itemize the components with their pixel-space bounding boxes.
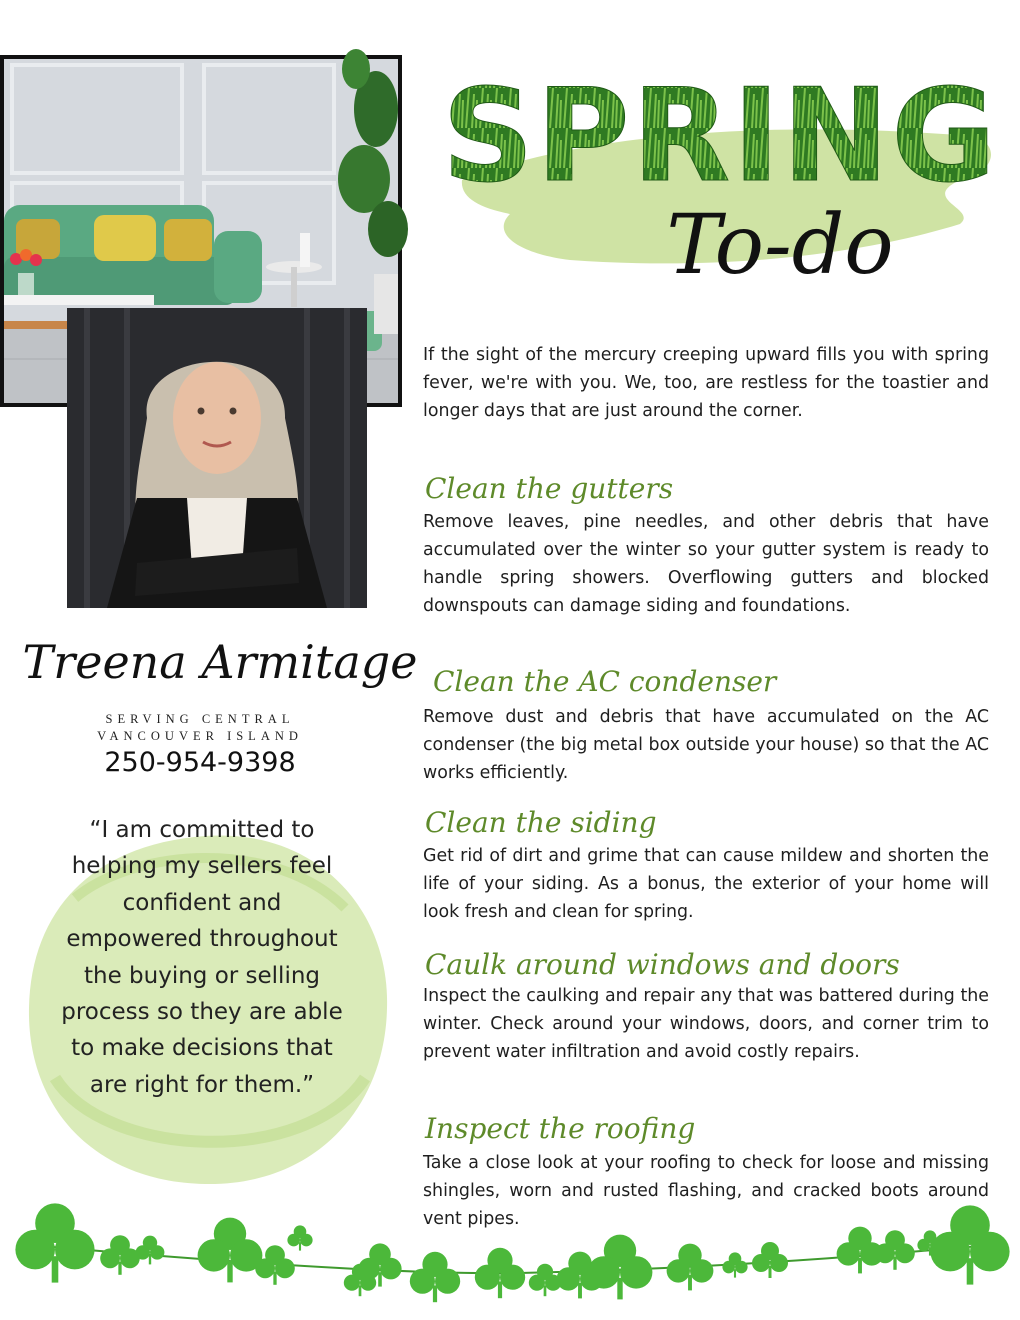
task-heading-caulk bbox=[423, 936, 900, 988]
svg-text:Clean the AC condenser: Clean the AC condenser bbox=[433, 665, 777, 698]
task-heading-gutters bbox=[423, 458, 674, 510]
spring-to-do-title bbox=[441, 48, 1005, 348]
task-heading-ac-condenser bbox=[423, 653, 777, 705]
service-area bbox=[60, 711, 340, 745]
task-heading-roofing bbox=[423, 1100, 696, 1152]
svg-text:Inspect the roofing: Inspect the roofing bbox=[425, 1112, 696, 1145]
agent-quote: “I am committed to helping my sellers feel confident and empowered throughout the buying or selling process so they are able to make decisions that are right for them.” bbox=[61, 817, 343, 1098]
intro-paragraph: If the sight of the mercury creeping upward fills you with spring fever, we're with you. We, too, are restless for the toastier and longer days that are just around the corner. bbox=[423, 345, 989, 421]
task-body-roofing: Take a close look at your roofing to check for loose and missing shingles, worn and rusted flashing, and cracked boots around vent pipes. bbox=[423, 1153, 989, 1229]
title-subtitle: To-do bbox=[666, 198, 894, 293]
service-area-line1: SERVING CENTRAL bbox=[105, 712, 295, 726]
svg-text:Clean the gutters: Clean the gutters bbox=[425, 472, 674, 505]
svg-text:Clean the siding: Clean the siding bbox=[425, 806, 657, 839]
agent-name-signature bbox=[22, 598, 418, 718]
phone-number[interactable]: 250-954-9398 bbox=[104, 747, 296, 778]
task-body-siding: Get rid of dirt and grime that can cause mildew and shorten the life of your siding. As a bonus, the exterior of your home will look fresh and clean for spring. bbox=[423, 846, 989, 922]
task-body-caulk: Inspect the caulking and repair any that was battered during the winter. Check around your windows, doors, and corner trim to prevent water infiltration and avoid costly repairs. bbox=[423, 986, 989, 1062]
task-body-ac-condenser: Remove dust and debris that have accumulated on the AC condenser (the big metal box outside your house) so that the AC works efficiently. bbox=[423, 707, 989, 783]
title-word: SPRING bbox=[441, 62, 999, 211]
agent-headshot bbox=[67, 308, 367, 608]
task-heading-siding bbox=[423, 792, 657, 844]
shamrock-garland-decoration bbox=[0, 1205, 1020, 1320]
service-area-line2: VANCOUVER ISLAND bbox=[97, 729, 303, 743]
task-body-gutters: Remove leaves, pine needles, and other debris that have accumulated over the winter so your gutter system is ready to handle spring showers. Overflowing gutters and blocked downspouts can damage siding and foundations. bbox=[423, 512, 989, 616]
agent-name-text: Treena Armitage bbox=[22, 635, 418, 689]
svg-text:Caulk around windows and doors: Caulk around windows and doors bbox=[425, 948, 900, 981]
